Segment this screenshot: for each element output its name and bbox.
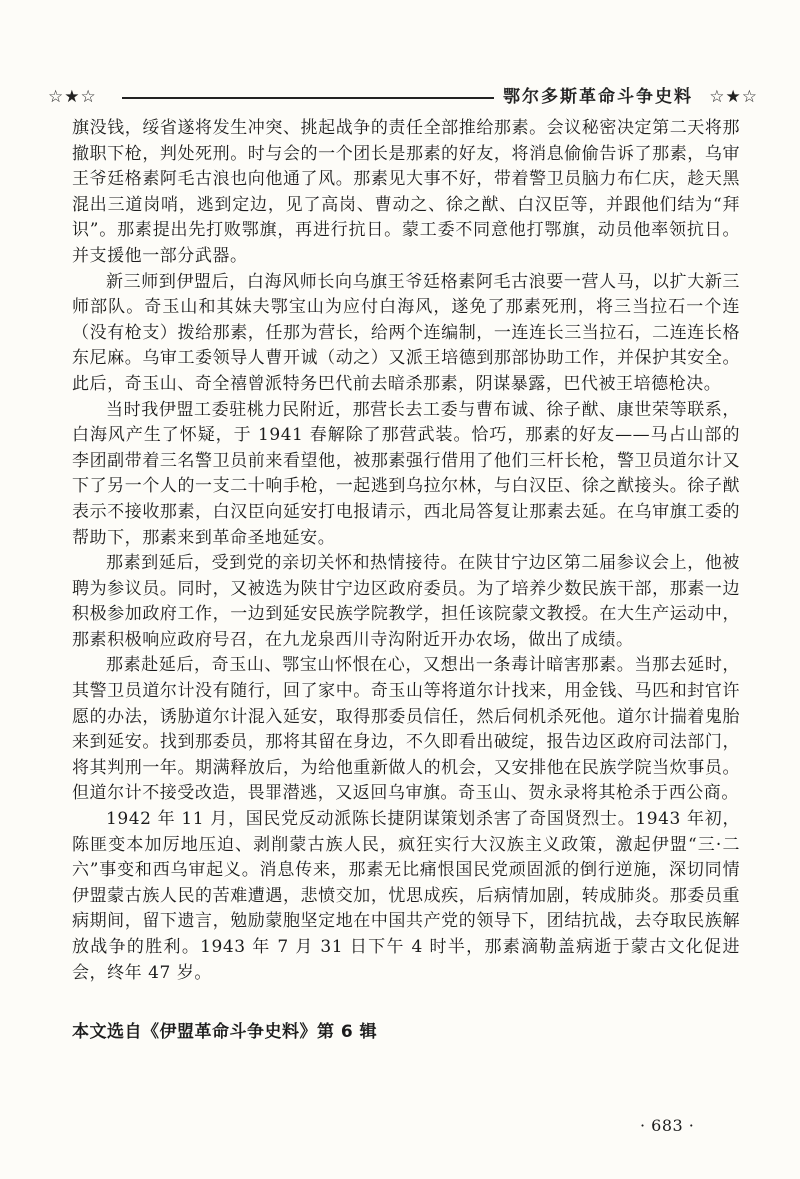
header-stars-right: ☆★☆ [709,87,758,107]
paragraph-continued: 旗没钱，绥省遂将发生冲突、挑起战争的责任全部推给那素。会议秘密决定第二天将那撤职下枪，判处死刑。时与会的一个团长是那素的好友，将消息偷偷告诉了那素，乌审王爷廷格素阿毛古浪也向他通了风。那素见大事不好，带着警卫员脑力布仁庆，趁天黑混出三道岗哨，逃到定边，见了高岗、曹动之、徐之猷、白汉臣等，并跟他们结为“拜识”。那素提出先打败鄂旗，再进行抗日。蒙工委不同意他打鄂旗，动员他率领抗日。并支援他一部分武器。 [72,118,740,266]
source-note: 本文选自《伊盟革命斗争史料》第 6 辑 [72,1022,378,1042]
paragraph: 那素到延后，受到党的亲切关怀和热情接待。在陕甘宁边区第二届参议会上，他被聘为参议员。同时，又被选为陕甘宁边区政府委员。为了培养少数民族干部，那素一边积极参加政府工作，一边到延安民族学院教学，担任该院蒙文教授。在大生产运动中，那素积极响应政府号召，在九龙泉西川寺沟附近开办农场，做出了成绩。 [72,553,740,650]
page-number: · 683 · [640,1116,695,1135]
paragraph: 1942 年 11 月，国民党反动派陈长捷阴谋策划杀害了奇国贤烈士。1943 年初，陈匪变本加厉地压迫、剥削蒙古族人民，疯狂实行大汉族主义政策，激起伊盟“三·二六”事变和西乌审起义。消息传来，那素无比痛恨国民党顽固派的倒行逆施，深切同情伊盟蒙古族人民的苦难遭遇，悲愤交加，忧思成疾，后病情加剧，转成肺炎。那委员重病期间，留下遗言，勉励蒙胞坚定地在中国共产党的领导下，团结抗战，去夺取民族解放战争的胜利。1943 年 7 月 31 日下午 4 时半，那素滴勒盖病逝于蒙古文化促进会，终年 47 岁。 [72,809,740,983]
paragraph: 当时我伊盟工委驻桃力民附近，那营长去工委与曹布诚、徐子猷、康世荣等联系，白海风产生了怀疑，于 1941 春解除了那营武装。恰巧，那素的好友——马占山部的李团副带着三名警卫员前来看望他，被那素强行借用了他们三杆长枪，警卫员道尔计又下了另一个人的一支二十响手枪，一起逃到乌拉尔林，与白汉臣、徐之猷接头。徐子猷表示不接收那素，白汉臣向延安打电报请示，西北局答复让那素去延。在乌审旗工委的帮助下，那素来到革命圣地延安。 [72,399,740,548]
header-rule [122,97,494,99]
paragraph: 那素赴延后，奇玉山、鄂宝山怀恨在心，又想出一条毒计暗害那素。当那去延时，其警卫员道尔计没有随行，回了家中。奇玉山等将道尔计找来，用金钱、马匹和封官许愿的办法，诱胁道尔计混入延安，取得那委员信任，然后伺机杀死他。道尔计揣着鬼胎来到延安。找到那委员，那将其留在身边，不久即看出破绽，报告边区政府司法部门，将其判刑一年。期满释放后，为给他重新做人的机会，又安排他在民族学院当炊事员。但道尔计不接受改造，畏罪潜逃，又返回乌审旗。奇玉山、贺永录将其枪杀于西公商。 [72,655,740,804]
paragraph: 新三师到伊盟后，白海风师长向乌旗王爷廷格素阿毛古浪要一营人马，以扩大新三师部队。奇玉山和其妹夫鄂宝山为应付白海风，遂免了那素死刑，将三当拉石一个连（没有枪支）拨给那素，任那为营长，给两个连编制，一连连长三当拉石，二连连长格东尼麻。乌审工委领导人曹开诚（动之）又派王培德到那部协助工作，并保护其安全。此后，奇玉山、奇全禧曾派特务巴代前去暗杀那素，阴谋暴露，巴代被王培德枪决。 [72,271,740,394]
header-title: 鄂尔多斯革命斗争史料 [503,87,693,107]
header-stars-left: ☆★☆ [48,87,97,107]
body-text [72,116,740,986]
running-header [48,86,758,110]
